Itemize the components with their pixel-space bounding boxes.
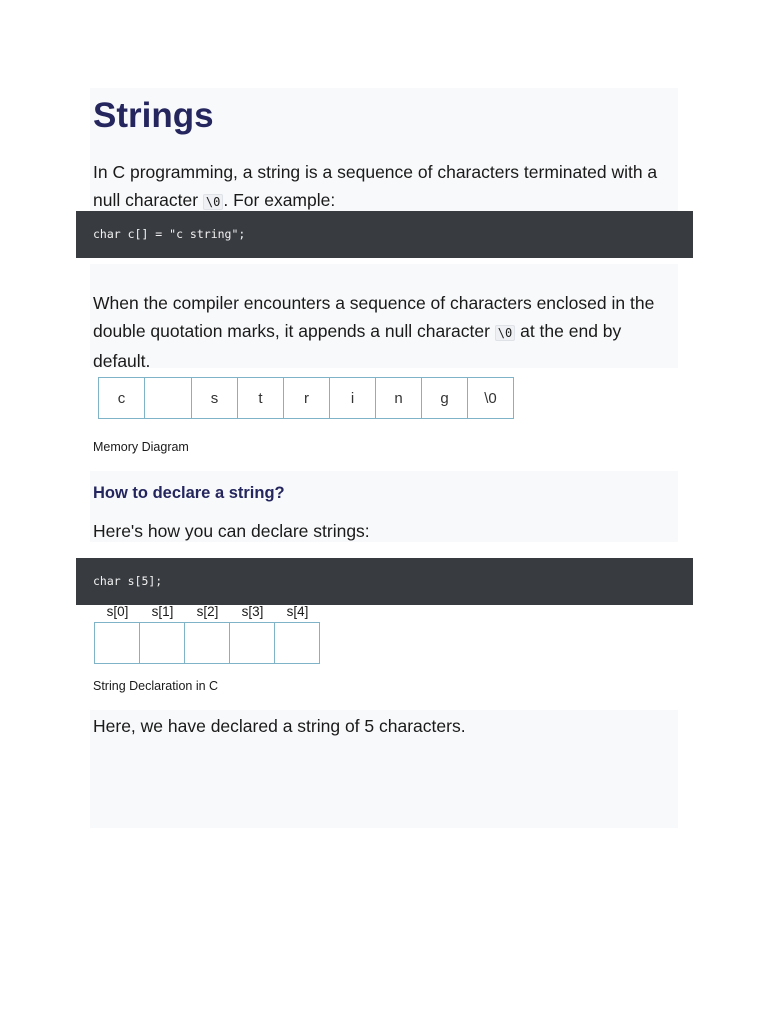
index-label: s[3] xyxy=(241,604,264,619)
compiler-paragraph xyxy=(93,289,668,375)
code-block-string-init[interactable] xyxy=(76,211,693,258)
memory-cell: r xyxy=(283,377,330,419)
memory-cell xyxy=(144,377,192,419)
declaration-diagram xyxy=(95,622,320,664)
code-line: char c[] = "c string"; xyxy=(93,227,246,241)
section-heading: How to declare a string? xyxy=(93,484,285,502)
compiler-text-end: at the end by default. xyxy=(93,321,622,371)
declare-paragraph: Here's how you can declare strings: xyxy=(93,521,370,541)
memory-cell: n xyxy=(375,377,422,419)
memory-cell: g xyxy=(421,377,468,419)
memory-cell: i xyxy=(329,377,376,419)
declaration-cell xyxy=(184,622,230,664)
index-label: s[4] xyxy=(286,604,309,619)
declaration-cell xyxy=(274,622,320,664)
compiler-text: When the compiler encounters a sequence of characters enclosed in the double quotation marks, it appends a null character xyxy=(93,293,655,341)
code-block-string-declare[interactable] xyxy=(76,558,693,605)
intro-text-end: . For example: xyxy=(223,190,336,210)
null-char-code-2: \0 xyxy=(495,325,515,341)
summary-paragraph: Here, we have declared a string of 5 characters. xyxy=(93,716,466,736)
page-title: Strings xyxy=(93,96,214,135)
memory-cell: t xyxy=(237,377,284,419)
intro-text: In C programming, a string is a sequence of characters terminated with a null character xyxy=(93,162,658,210)
declaration-cell xyxy=(139,622,185,664)
memory-cell: s xyxy=(191,377,238,419)
null-char-code: \0 xyxy=(203,194,223,210)
memory-diagram xyxy=(99,377,514,419)
memory-cell: \0 xyxy=(467,377,514,419)
declaration-cell xyxy=(94,622,140,664)
memory-diagram-caption: Memory Diagram xyxy=(93,440,189,454)
memory-cell: c xyxy=(98,377,145,419)
index-label: s[2] xyxy=(196,604,219,619)
declaration-cell xyxy=(229,622,275,664)
declaration-diagram-caption: String Declaration in C xyxy=(93,679,219,693)
index-label: s[0] xyxy=(106,604,129,619)
index-label: s[1] xyxy=(151,604,174,619)
index-labels xyxy=(95,604,320,619)
intro-paragraph xyxy=(93,158,668,216)
code-line: char s[5]; xyxy=(93,574,163,588)
